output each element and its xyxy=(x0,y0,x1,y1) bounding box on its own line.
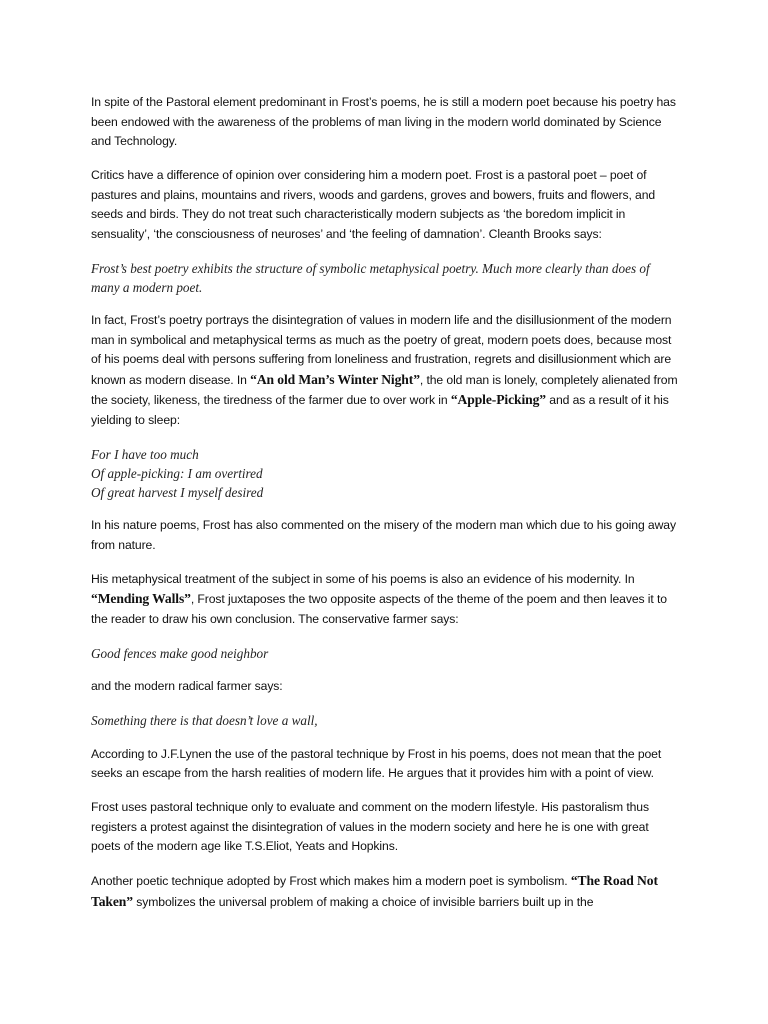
paragraph-text: Another poetic technique adopted by Frost which makes him a modern poet is symbolism. xyxy=(91,874,571,888)
paragraph-nature-poems: In his nature poems, Frost has also commented on the misery of the modern man which due to his going away from nature. xyxy=(91,518,676,552)
paragraph-text: , the old man is lonely, completely alienated from the society, likeness, the tiredness of the farmer due to over work in xyxy=(91,372,678,407)
paragraph-intro: In spite of the Pastoral element predominant in Frost’s poems, he is still a modern poet because his poetry has been endowed with the awareness of the problems of man living in the modern world dominated by Science and Technology. xyxy=(91,95,676,148)
paragraph-disintegration xyxy=(91,311,681,430)
verse-line: Of great harvest I myself desired xyxy=(91,484,264,500)
paragraph-text: symbolizes the universal problem of making a choice of invisible barriers built up in the xyxy=(132,894,594,909)
document-page xyxy=(91,93,681,927)
poem-title-old-mans-winter-night: “An old Man’s Winter Night” xyxy=(250,371,420,387)
paragraph-pastoral-technique: Frost uses pastoral technique only to evaluate and comment on the modern lifestyle. His pastoralism thus registers a protest against the disintegration of values in the modern society and here he is one with great poets of the modern age like T.S.Eliot, Yeats and Hopkins. xyxy=(91,800,649,853)
paragraph-lynen: According to J.F.Lynen the use of the pastoral technique by Frost in his poems, does not mean that the poet seeks an escape from the harsh realities of modern life. He argues that it provides him with a point of view. xyxy=(91,746,662,780)
paragraph-text: and as a result of it his yielding to sleep: xyxy=(91,393,669,427)
paragraph-text: His metaphysical treatment of the subject in some of his poems is also an evidence of his modernity. In xyxy=(91,571,635,586)
poem-title-apple-picking: “Apple-Picking” xyxy=(450,392,547,407)
paragraph-symbolism xyxy=(91,871,681,912)
verse-apple-picking xyxy=(91,445,681,502)
poem-title-mending-walls: “Mending Walls” xyxy=(91,591,191,606)
quote-good-fences: Good fences make good neighbor xyxy=(91,645,269,661)
paragraph-text: , Frost juxtaposes the two opposite aspects of the theme of the poem and then leaves it to the reader to draw his own conclusion. The conservative farmer says: xyxy=(91,592,667,626)
paragraph-text: In fact, Frost’s poetry portrays the disintegration of values in modern life and the disillusionment of the modern man in symbolical and metaphysical terms as much as the poetry of great, modern poets does, because most of his poems deal with persons suffering from loneliness and frustration, regrets and disillusionment which are known as modern disease. In xyxy=(91,313,672,387)
poem-title-road-not-taken: “The Road Not Taken” xyxy=(91,873,658,909)
quote-something-there-is: Something there is that doesn’t love a wall, xyxy=(91,713,318,728)
quote-cleanth-brooks: Frost’s best poetry exhibits the structure of symbolic metaphysical poetry. Much more clearly than does of many a modern poet. xyxy=(91,260,650,295)
paragraph-metaphysical xyxy=(91,570,681,630)
verse-line: Of apple-picking: I am overtired xyxy=(91,465,263,481)
paragraph-critics: Critics have a difference of opinion over considering him a modern poet. Frost is a pastoral poet – poet of pastures and plains, mountains and rivers, woods and gardens, groves and bowers, fruits and flowers, and seeds and birds. They do not treat such characteristically modern subjects as ‘the boredom implicit in sensuality’, ‘the consciousness of neuroses’ and ‘the feeling of damnation’. Cleanth Brooks says: xyxy=(91,168,656,241)
paragraph-radical-farmer: and the modern radical farmer says: xyxy=(91,679,283,693)
verse-line: For I have too much xyxy=(91,446,199,462)
